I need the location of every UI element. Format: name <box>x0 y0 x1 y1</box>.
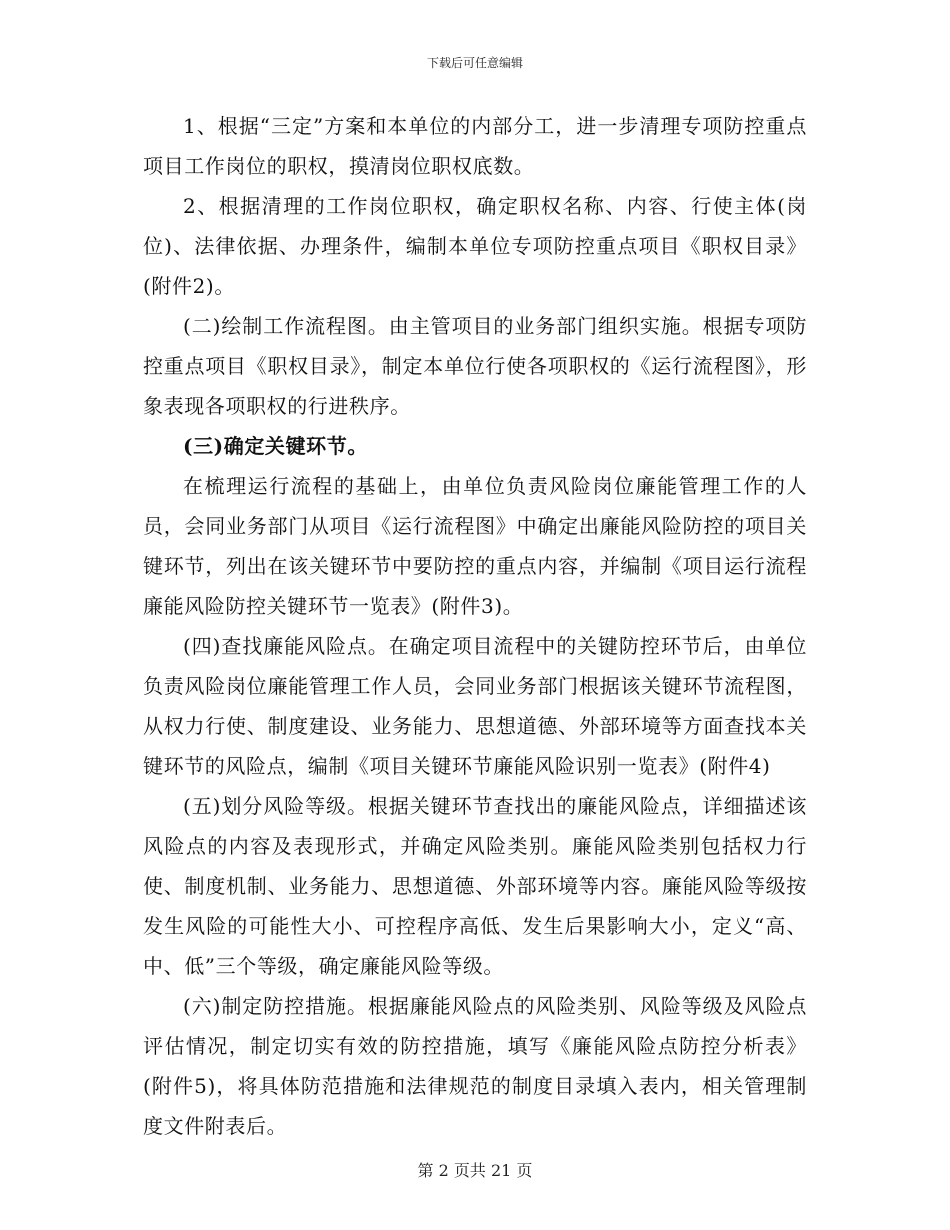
paragraph-8: (六)制定防控措施。根据廉能风险点的风险类别、风险等级及风险点评估情况，制定切实有效的防控措施，填写《廉能风险点防控分析表》(附件5)，将具体防范措施和法律规范的制度目录填入表内，相关管理制度文件附表后。 <box>143 994 807 1138</box>
paragraph-3: (二)绘制工作流程图。由主管项目的业务部门组织实施。根据专项防控重点项目《职权目录》，制定本单位行使各项职权的《运行流程图》，形象表现各项职权的行进秩序。 <box>143 314 807 418</box>
section-heading-3: (三)确定关键环节。 <box>183 434 368 458</box>
paragraph-2: 2、根据清理的工作岗位职权，确定职权名称、内容、行使主体(岗位)、法律依据、办理条件，编制本单位专项防控重点项目《职权目录》(附件2)。 <box>143 194 807 298</box>
page-footer: 第 2 页共 21 页 <box>417 1161 533 1180</box>
paragraph-6: (四)查找廉能风险点。在确定项目流程中的关键防控环节后，由单位负责风险岗位廉能管理工作人员，会同业务部门根据该关键环节流程图，从权力行使、制度建设、业务能力、思想道德、外部环境等方面查找本关键环节的风险点，编制《项目关键环节廉能风险识别一览表》(附件4) <box>143 634 807 778</box>
paragraph-7: (五)划分风险等级。根据关键环节查找出的廉能风险点，详细描述该风险点的内容及表现形式，并确定风险类别。廉能风险类别包括权力行使、制度机制、业务能力、思想道德、外部环境等内容。廉能风险等级按发生风险的可能性大小、可控程序高低、发生后果影响大小，定义“高、中、低”三个等级，确定廉能风险等级。 <box>143 794 807 978</box>
page-header: 下载后可任意编辑 <box>426 56 523 70</box>
paragraph-1: 1、根据“三定”方案和本单位的内部分工，进一步清理专项防控重点项目工作岗位的职权，摸清岗位职权底数。 <box>143 114 807 178</box>
paragraph-5: 在梳理运行流程的基础上，由单位负责风险岗位廉能管理工作的人员，会同业务部门从项目《运行流程图》中确定出廉能风险防控的项目关键环节，列出在该关键环节中要防控的重点内容，并编制《项目运行流程廉能风险防控关键环节一览表》(附件3)。 <box>143 474 807 618</box>
document-body <box>143 106 807 1146</box>
